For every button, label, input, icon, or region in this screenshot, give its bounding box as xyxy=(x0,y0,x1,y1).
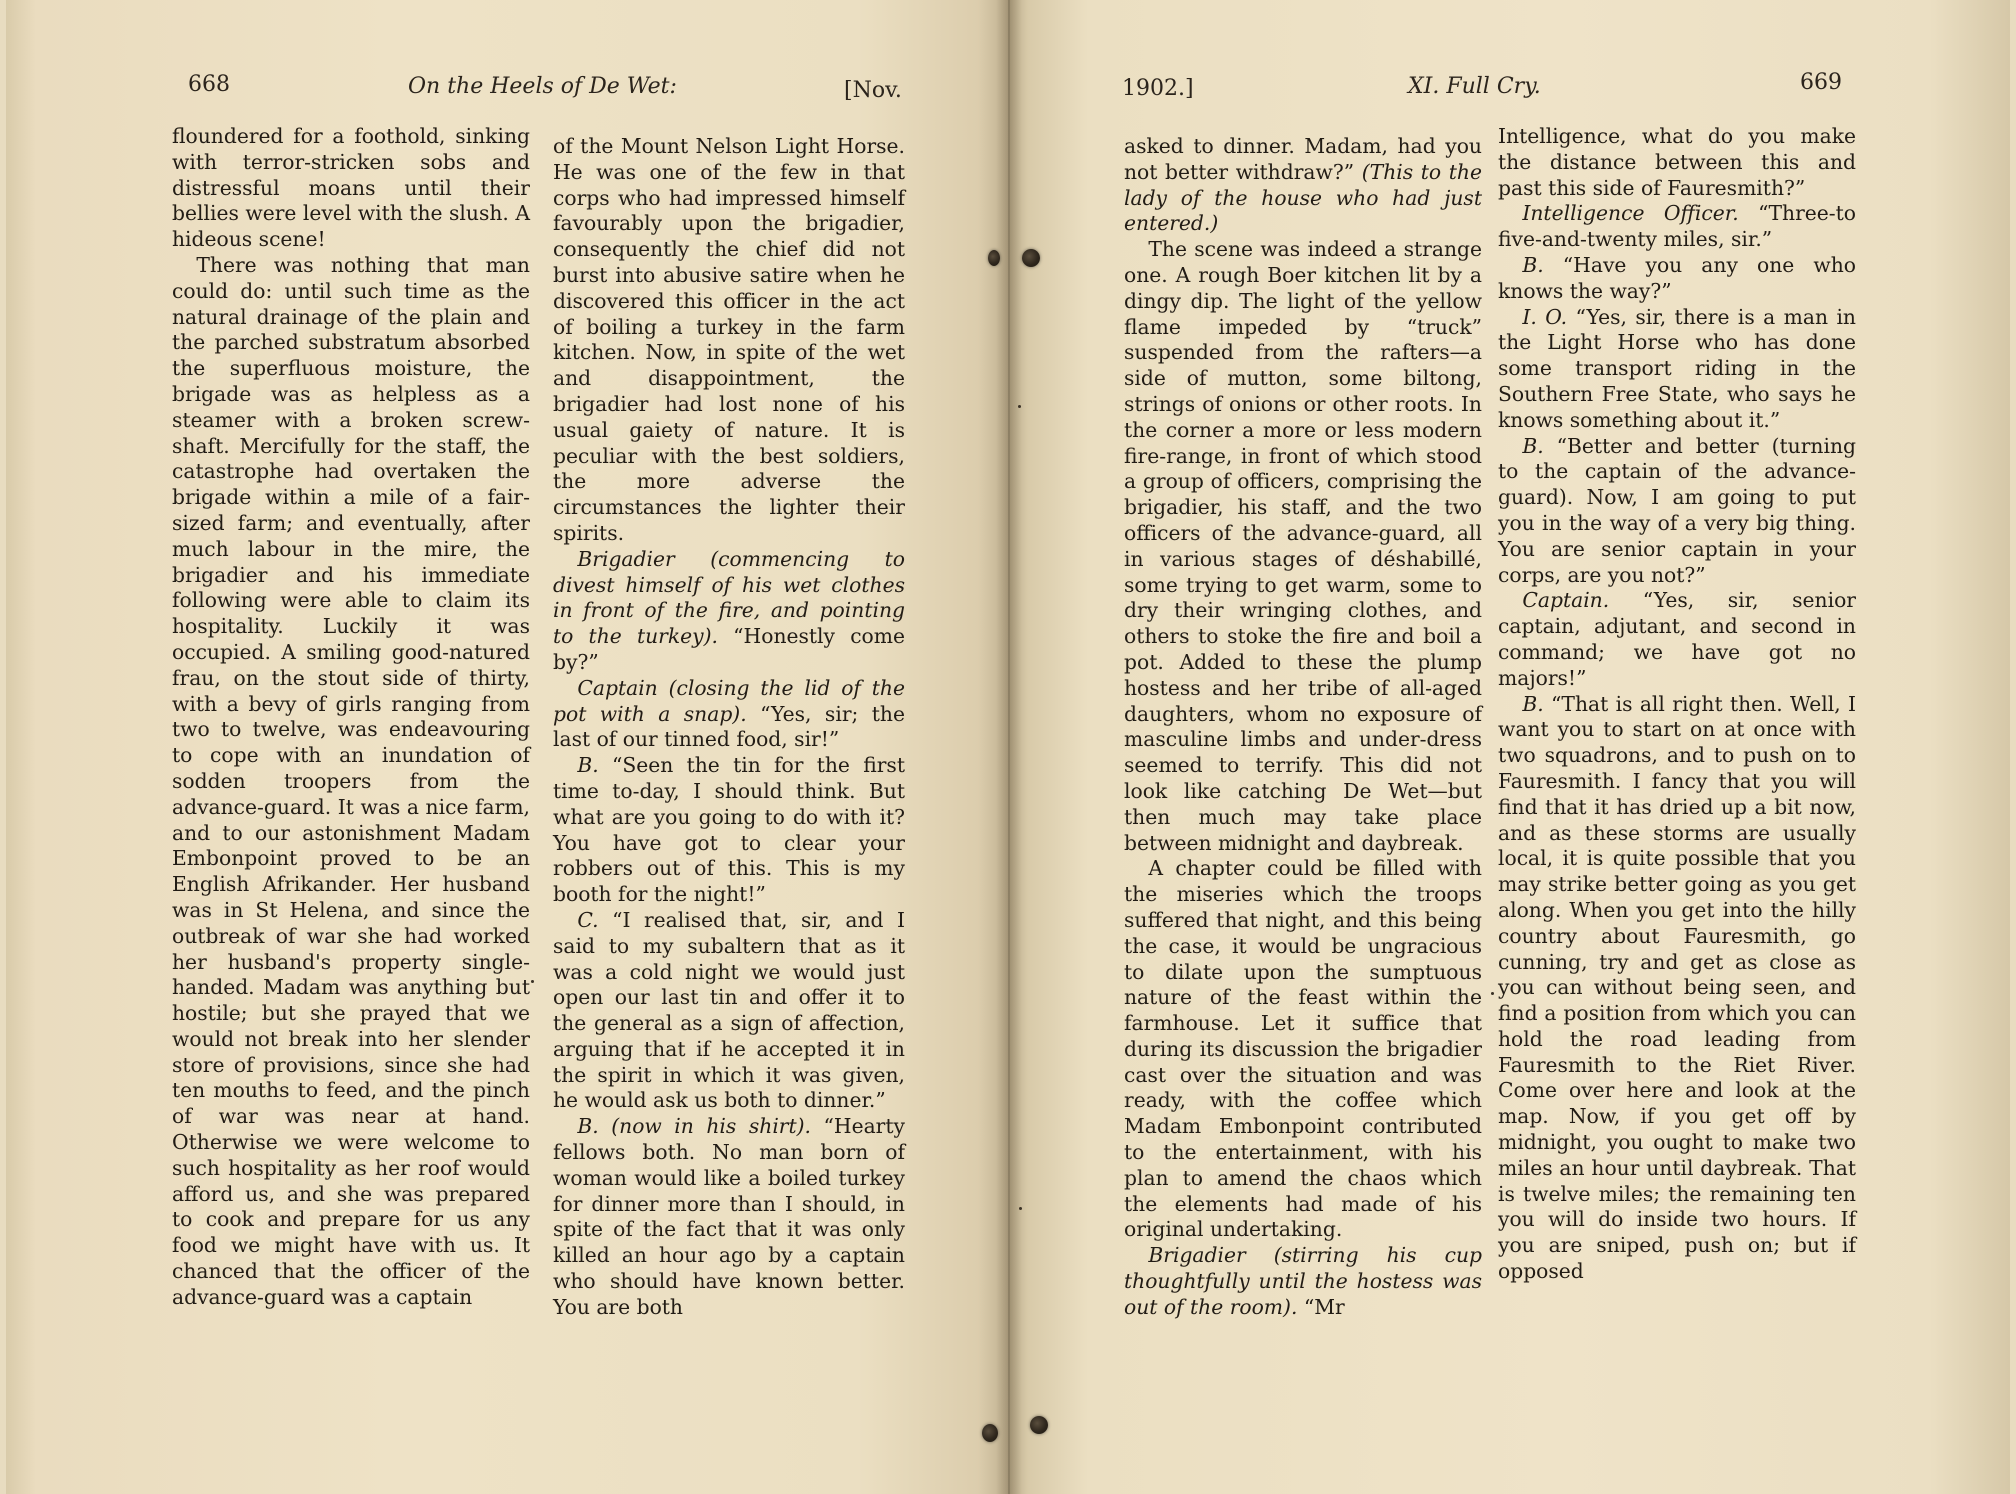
stage-direction: B. (now in his shirt). xyxy=(577,1114,812,1139)
dialogue: “Have you any one who knows the way?” xyxy=(1498,252,1856,303)
left-running-date: [Nov. xyxy=(844,78,902,103)
dialogue: “Honestly come by?” xyxy=(553,624,905,674)
speaker-label: B. xyxy=(1522,691,1544,716)
paragraph xyxy=(1124,1243,1482,1320)
binding-hole-top-left xyxy=(988,250,1000,266)
paragraph xyxy=(553,753,905,908)
left-column-2 xyxy=(553,134,905,1321)
paragraph xyxy=(553,908,905,1114)
paragraph xyxy=(1498,588,1856,691)
right-page xyxy=(1008,0,2010,1494)
dialogue: “Yes, sir; the last of our tinned food, sir!” xyxy=(553,701,905,752)
dialogue: “Yes, sir, senior captain, adjutant, and second in command; we have got no majors!” xyxy=(1498,588,1856,690)
paragraph: There was nothing that man could do: until such time as the natural drainage of the plain and the parched substratum absorbed the superfluous moisture, the brigade was as helpless as a steamer with a broken screw-shaft. Mercifully for the staff, the catastrophe had overtaken the brigade within a mile of a fair-sized farm; and eventually, after much labour in the mire, the brigadier and his immediate following were able to claim its hospitality. Luckily it was occupied. A smiling good-natured frau, on the stout side of thirty, with a bevy of girls ranging from two to twelve, was endeavouring to cope with an inundation of sodden troopers from the advance-guard. It was a nice farm, and to our astonishment Madam Embonpoint proved to be an English Afrikander. Her husband was in St Helena, and since the outbreak of war she had worked her husband's property single-handed. Madam was anything but hostile; but she prayed that we would not break into her slender store of provisions, since she had ten mouths to feed, and the pinch of war was near at hand. Otherwise we were welcome to such hospitality as her roof would afford us, and she was prepared to cook and prepare for us any food we might have with us. It chanced that the officer of the advance-guard was a captain xyxy=(172,252,530,1309)
paragraph: A chapter could be filled with the miseries which the troops suffered that night, and this being the case, it would be ungracious to dilate upon the sumptuous nature of the feast within the farmhouse. Let it suffice that during its discussion the brigadier cast over the situation and was ready, with the coffee which Madam Embonpoint contributed to the entertainment, with his plan to amend the chaos which the elements had made of his original undertaking. xyxy=(1124,856,1482,1242)
stage-direction: Brigadier (stirring his cup thoughtfully until the hostess was out of the room). xyxy=(1124,1243,1482,1319)
right-column-2 xyxy=(1498,124,1856,1285)
dialogue: “I realised that, sir, and I said to my subaltern that as it was a cold night we would just open our last tin and offer it to the general as a sign of affection, arguing that if he accepted it in the spirit in which it was given, he would ask us both to dinner.” xyxy=(553,907,905,1113)
paragraph xyxy=(1498,434,1856,589)
paragraph xyxy=(1498,201,1856,253)
speaker-label: B. xyxy=(1522,433,1544,458)
paper-speck xyxy=(1018,405,1021,408)
left-column-1 xyxy=(172,124,530,1311)
paragraph xyxy=(553,676,905,753)
paragraph xyxy=(1498,305,1856,434)
paragraph: The scene was indeed a strange one. A rough Boer kitchen lit by a dingy dip. The light of the yellow flame impeded by “truck” suspended from the rafters—a side of mutton, some biltong, strings of onions or other roots. In the corner a more or less modern fire-range, in front of which stood a group of officers, comprising the brigadier, his staff, and the two officers of the advance-guard, all in various stages of déshabillé, some trying to get warm, some to dry their wringing clothes, and others to stoke the fire and boil a pot. Added to these the plump hostess and her tribe of all-aged daughters, whom no exposure of masculine limbs and under-dress seemed to terrify. This did not look like catching De Wet—but then much may take place between midnight and daybreak. xyxy=(1124,237,1482,855)
left-page-number: 668 xyxy=(188,72,230,97)
speaker-label: I. O. xyxy=(1522,304,1568,329)
paragraph xyxy=(1498,692,1856,1285)
book-gutter xyxy=(996,0,1022,1494)
paragraph xyxy=(553,1114,905,1320)
dialogue: “Yes, sir, there is a man in the Light Horse who has done some transport riding in the Southern Free State, who says he knows something about it.” xyxy=(1498,304,1856,432)
dialogue: “Better and better (turning to the captain of the advance-guard). Now, I am going to put you in the way of a very big thing. You are senior captain in your corps, are you not?” xyxy=(1498,433,1856,587)
dialogue: “That is all right then. Well, I want you to start on at once with two squadrons, and to push on to Fauresmith. I fancy that you will find that it has dried up a bit now, and as these storms are usually local, it is quite possible that you may strike better going as you get along. When you get into the hilly country about Fauresmith, go cunning, try and get as close as you can without being seen, and find a position from which you can hold the road leading from Fauresmith to the Riet River. Come over here and look at the map. Now, if you get off by midnight, you ought to make two miles an hour until daybreak. That is twelve miles; the remaining ten you will do inside two hours. If you are sniped, push on; but if opposed xyxy=(1498,691,1856,1284)
stage-direction: Brigadier (commencing to divest himself of his wet clothes in front of the fire, and pointing to the turkey). xyxy=(553,546,905,649)
speaker-label: Intelligence Officer. xyxy=(1522,201,1739,226)
paragraph xyxy=(1498,253,1856,305)
stage-direction: Captain (closing the lid of the pot with a snap). xyxy=(553,675,905,726)
paragraph: of the Mount Nelson Light Horse. He was one of the few in that corps who had impressed himself favourably upon the brigadier, consequently the chief did not burst into abusive satire when he discovered this officer in the act of boiling a turkey in the farm kitchen. Now, in spite of the wet and disappointment, the brigadier had lost none of his usual gaiety of nature. It is peculiar with the best soldiers, the more adverse the circumstances the lighter their spirits. xyxy=(553,134,905,545)
speaker-label: Captain. xyxy=(1522,588,1610,613)
paper-speck xyxy=(531,980,534,983)
paper-speck xyxy=(1019,1207,1022,1210)
paragraph: floundered for a foothold, sinking with terror-stricken sobs and distressful moans until their bellies were level with the slush. A hideous scene! xyxy=(172,124,530,252)
left-page xyxy=(6,0,1008,1494)
paper-speck xyxy=(1491,992,1494,995)
speaker-label: B. xyxy=(577,753,599,778)
stage-direction: (This to the lady of the house who had just entered.) xyxy=(1124,159,1482,236)
binding-hole-bottom-left xyxy=(982,1424,998,1442)
right-page-number: 669 xyxy=(1800,70,1842,95)
speaker-label: C. xyxy=(577,907,599,932)
left-running-title: On the Heels of De Wet: xyxy=(408,74,677,99)
binding-hole-top-right xyxy=(1022,249,1040,267)
right-running-title: XI. Full Cry. xyxy=(1408,74,1541,99)
paragraph: Intelligence, what do you make the distance between this and past this side of Fauresmith?” xyxy=(1498,124,1856,200)
dialogue: “Mr xyxy=(1297,1294,1345,1319)
dialogue: “Hearty fellows both. No man born of woman would like a boiled turkey for dinner more than I should, in spite of the fact that it was only killed an hour ago by a captain who should have known better. You are both xyxy=(553,1114,905,1319)
paragraph xyxy=(1124,134,1482,237)
right-column-1 xyxy=(1124,134,1482,1321)
dialogue: “Seen the tin for the first time to-day, I should think. But what are you going to do with it? You have got to clear your robbers out of this. This is my booth for the night!” xyxy=(553,753,905,907)
right-running-date: 1902.] xyxy=(1122,76,1194,101)
dialogue: “Three-to five-and-twenty miles, sir.” xyxy=(1498,201,1856,252)
speaker-label: B. xyxy=(1522,252,1544,277)
binding-hole-bottom-right xyxy=(1030,1416,1048,1434)
dialogue: asked to dinner. Madam, had you not better withdraw?” xyxy=(1124,134,1482,184)
paragraph xyxy=(553,547,905,676)
